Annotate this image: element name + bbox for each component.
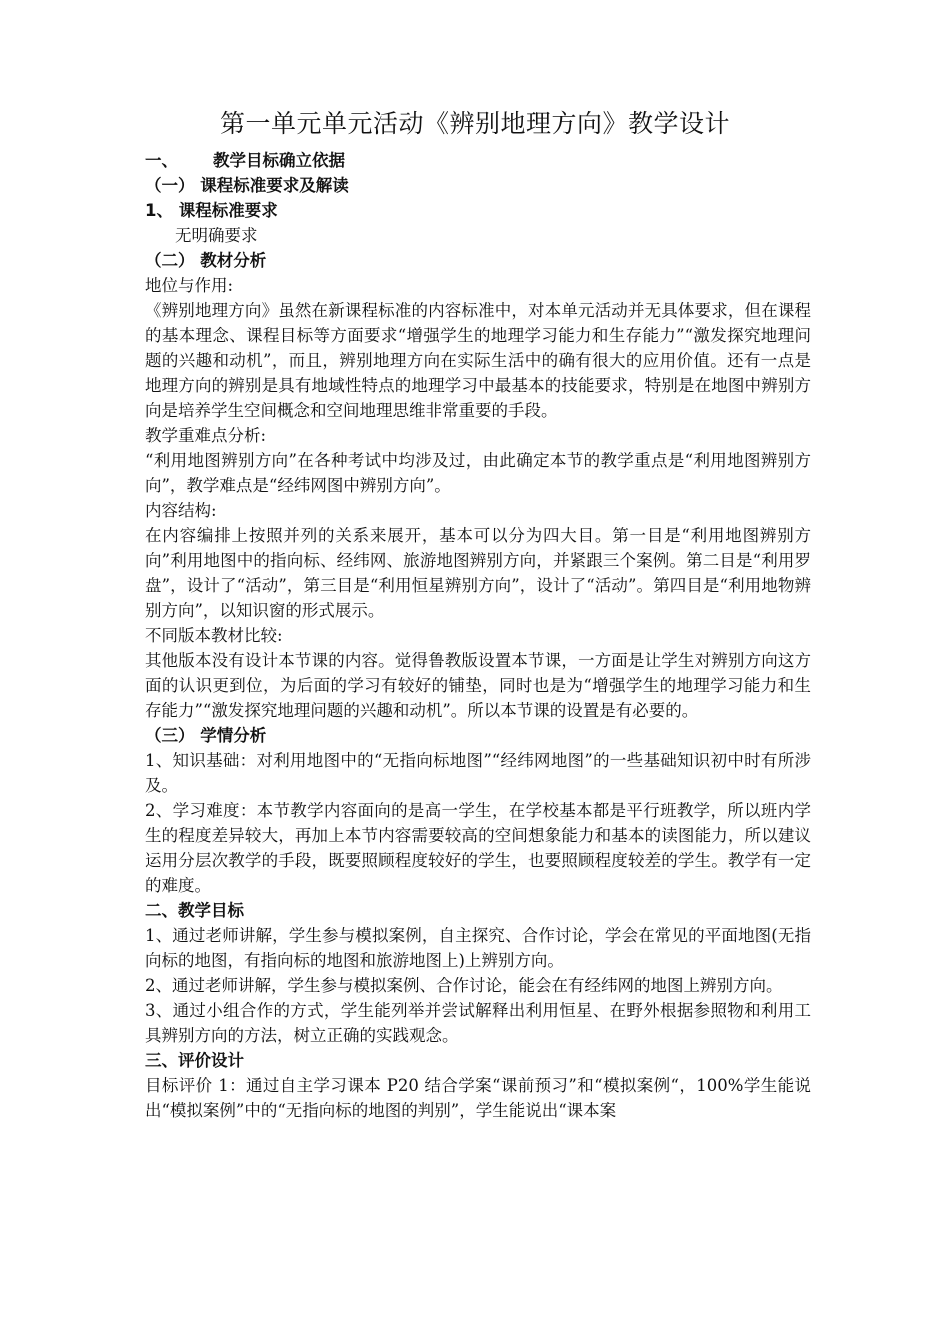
item-1-text: 无明确要求 [175,226,258,245]
goal-1: 1、通过老师讲解，学生参与模拟案例，自主探究、合作讨论，学会在常见的平面地图(无指向标的地图，有指向标的地图和旅游地图上)上辨别方向。 [145,926,811,970]
subsection-1-2-heading: （二） 教材分析 [145,251,267,270]
section-1-title: 教学目标确立依据 [213,151,345,170]
learner-analysis-1: 1、知识基础：对利用地图中的“无指向标地图”“经纬网地图”的一些基础知识初中时有所涉及。 [145,751,811,795]
learner-analysis-2: 2、学习难度：本节教学内容面向的是高一学生，在学校基本都是平行班教学，所以班内学生的程度差异较大，再加上本节内容需要较高的空间想象能力和基本的读图能力，所以建议运用分层次教学的手段，既要照顾程度较好的学生，也要照顾程度较差的学生。教学有一定的难度。 [145,801,811,895]
structure-label: 内容结构: [145,501,217,520]
key-points-paragraph: “利用地图辨别方向”在各种考试中均涉及过，由此确定本节的教学重点是“利用地图辨别方向”，教学难点是“经纬网图中辨别方向”。 [145,451,811,495]
key-points-label: 教学重难点分析: [145,426,267,445]
comparison-label: 不同版本教材比较: [145,626,283,645]
section-3-heading: 三、评价设计 [145,1051,244,1070]
evaluation-1: 目标评价 1：通过自主学习课本 P20 结合学案“课前预习”和“模拟案例“，100%学生能说出“模拟案例”中的“无指向标的地图的判别”，学生能说出“课本案 [145,1076,811,1120]
comparison-paragraph: 其他版本没有设计本节课的内容。觉得鲁教版设置本节课，一方面是让学生对辨别方向这方面的认识更到位，为后面的学习有较好的铺垫，同时也是为“增强学生的地理学习能力和生存能力”“激发探究地理问题的兴趣和动机”。所以本节课的设置是有必要的。 [145,651,811,720]
section-1-number: 一、 [145,151,178,170]
subsection-1-3-heading: （三） 学情分析 [145,726,267,745]
item-1-heading: 1、 课程标准要求 [145,201,278,220]
document-body [145,148,811,1123]
role-paragraph: 《辨别地理方向》虽然在新课程标准的内容标准中，对本单元活动并无具体要求，但在课程的基本理念、课程目标等方面要求“增强学生的地理学习能力和生存能力”“激发探究地理问题的兴趣和动机”，而且，辨别地理方向在实际生活中的确有很大的应用价值。还有一点是地理方向的辨别是具有地域性特点的地理学习中最基本的技能要求，特别是在地图中辨别方向是培养学生空间概念和空间地理思维非常重要的手段。 [145,301,811,420]
role-label: 地位与作用: [145,276,234,295]
section-2-heading: 二、教学目标 [145,901,244,920]
goal-2: 2、通过老师讲解，学生参与模拟案例、合作讨论，能会在有经纬网的地图上辨别方向。 [145,976,783,995]
structure-paragraph: 在内容编排上按照并列的关系来展开，基本可以分为四大目。第一目是“利用地图辨别方向”利用地图中的指向标、经纬网、旅游地图辨别方向，并紧跟三个案例。第二目是“利用罗盘”，设计了“活动”，第三目是“利用恒星辨别方向”，设计了“活动”。第四目是“利用地物辨别方向”，以知识窗的形式展示。 [145,526,811,620]
document-title: 第一单元单元活动《辨别地理方向》教学设计 [219,109,730,138]
subsection-1-1-heading: （一） 课程标准要求及解读 [145,176,349,195]
section-1-heading [145,148,811,173]
goal-3: 3、通过小组合作的方式，学生能列举并尝试解释出利用恒星、在野外根据参照物和利用工具辨别方向的方法，树立正确的实践观念。 [145,1001,811,1045]
